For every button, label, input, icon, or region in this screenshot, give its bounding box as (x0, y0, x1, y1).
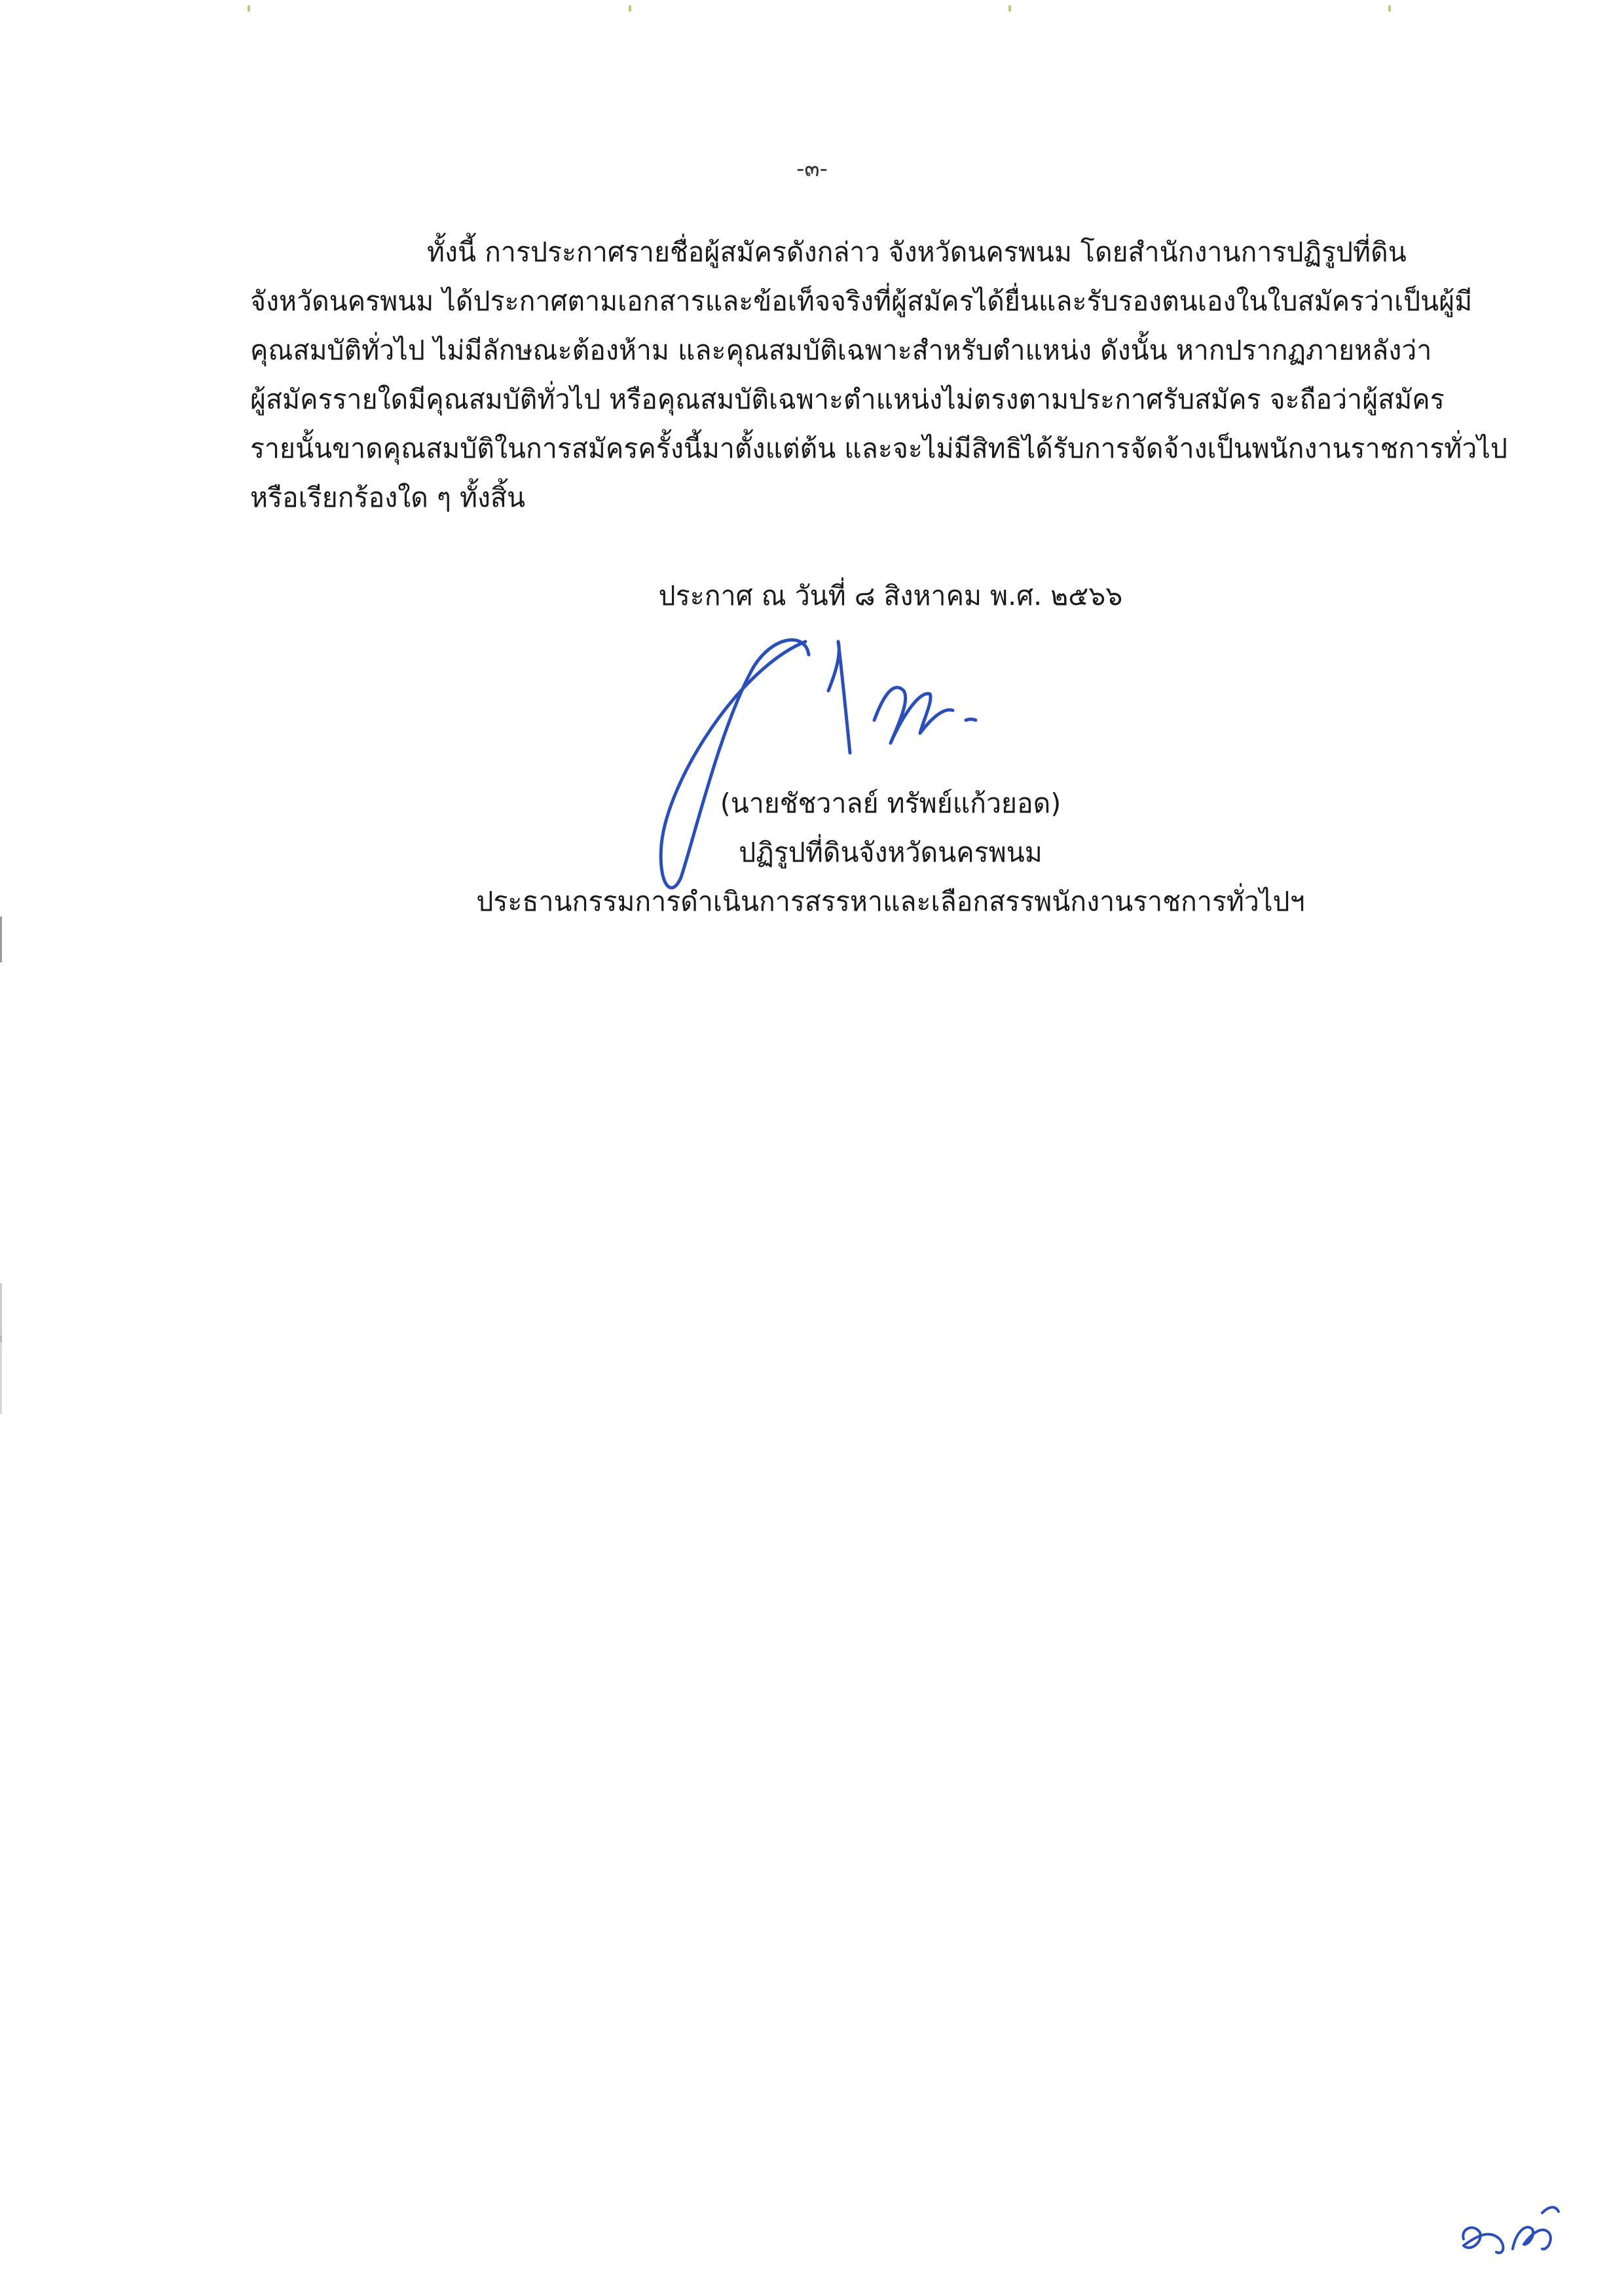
signatory-name: (นายชัชวาลย์ ทรัพย์แก้วยอด) (720, 788, 1061, 819)
body-paragraph (250, 228, 1511, 522)
date-line: ประกาศ ณ วันที่ ๘ สิงหาคม พ.ศ. ๒๕๖๖ (658, 580, 1123, 611)
handwritten-initial (1450, 2193, 1568, 2265)
paragraph-line: รายนั้นขาดคุณสมบัติในการสมัครครั้งนี้มาตั้งแต่ต้น และจะไม่มีสิทธิได้รับการจัดจ้างเป็นพนักงานราชการทั่วไป (250, 433, 1507, 464)
signatory-position: ปฏิรูปที่ดินจังหวัดนครพนม (739, 837, 1043, 868)
scan-dot (1008, 5, 1011, 12)
paragraph-line: จังหวัดนครพนม ได้ประกาศตามเอกสารและข้อเท็จจริงที่ผู้สมัครได้ยื่นและรับรองตนเองในใบสมัครว่าเป็นผู้มี (250, 285, 1473, 317)
handwritten-signature (642, 629, 1048, 903)
paragraph-line: ทั้งนี้ การประกาศรายชื่อผู้สมัครดังกล่าว จังหวัดนครพนม โดยสำนักงานการปฏิรูปที่ดิน (427, 236, 1407, 268)
signatory-role: ประธานกรรมการดำเนินการสรรหาและเลือกสรรพนักงานราชการทั่วไปฯ (476, 886, 1305, 917)
paragraph-line: ผู้สมัครรายใดมีคุณสมบัติทั่วไป หรือคุณสมบัติเฉพาะตำแหน่งไม่ตรงตามประกาศรับสมัคร จะถือว่าผู้สมัคร (250, 384, 1445, 415)
margin-mark (0, 1336, 2, 1414)
scan-dot (629, 5, 631, 12)
scan-dot (248, 5, 250, 12)
page-number: -๓- (796, 156, 828, 182)
paragraph-line: หรือเรียกร้องใด ๆ ทั้งสิ้น (250, 482, 526, 513)
margin-mark (0, 1283, 2, 1342)
scan-dot (1388, 5, 1391, 12)
paragraph-line: คุณสมบัติทั่วไป ไม่มีลักษณะต้องห้าม และคุณสมบัติเฉพาะสำหรับตำแหน่ง ดังนั้น หากปรากฏภายหลังว่า (250, 335, 1432, 366)
